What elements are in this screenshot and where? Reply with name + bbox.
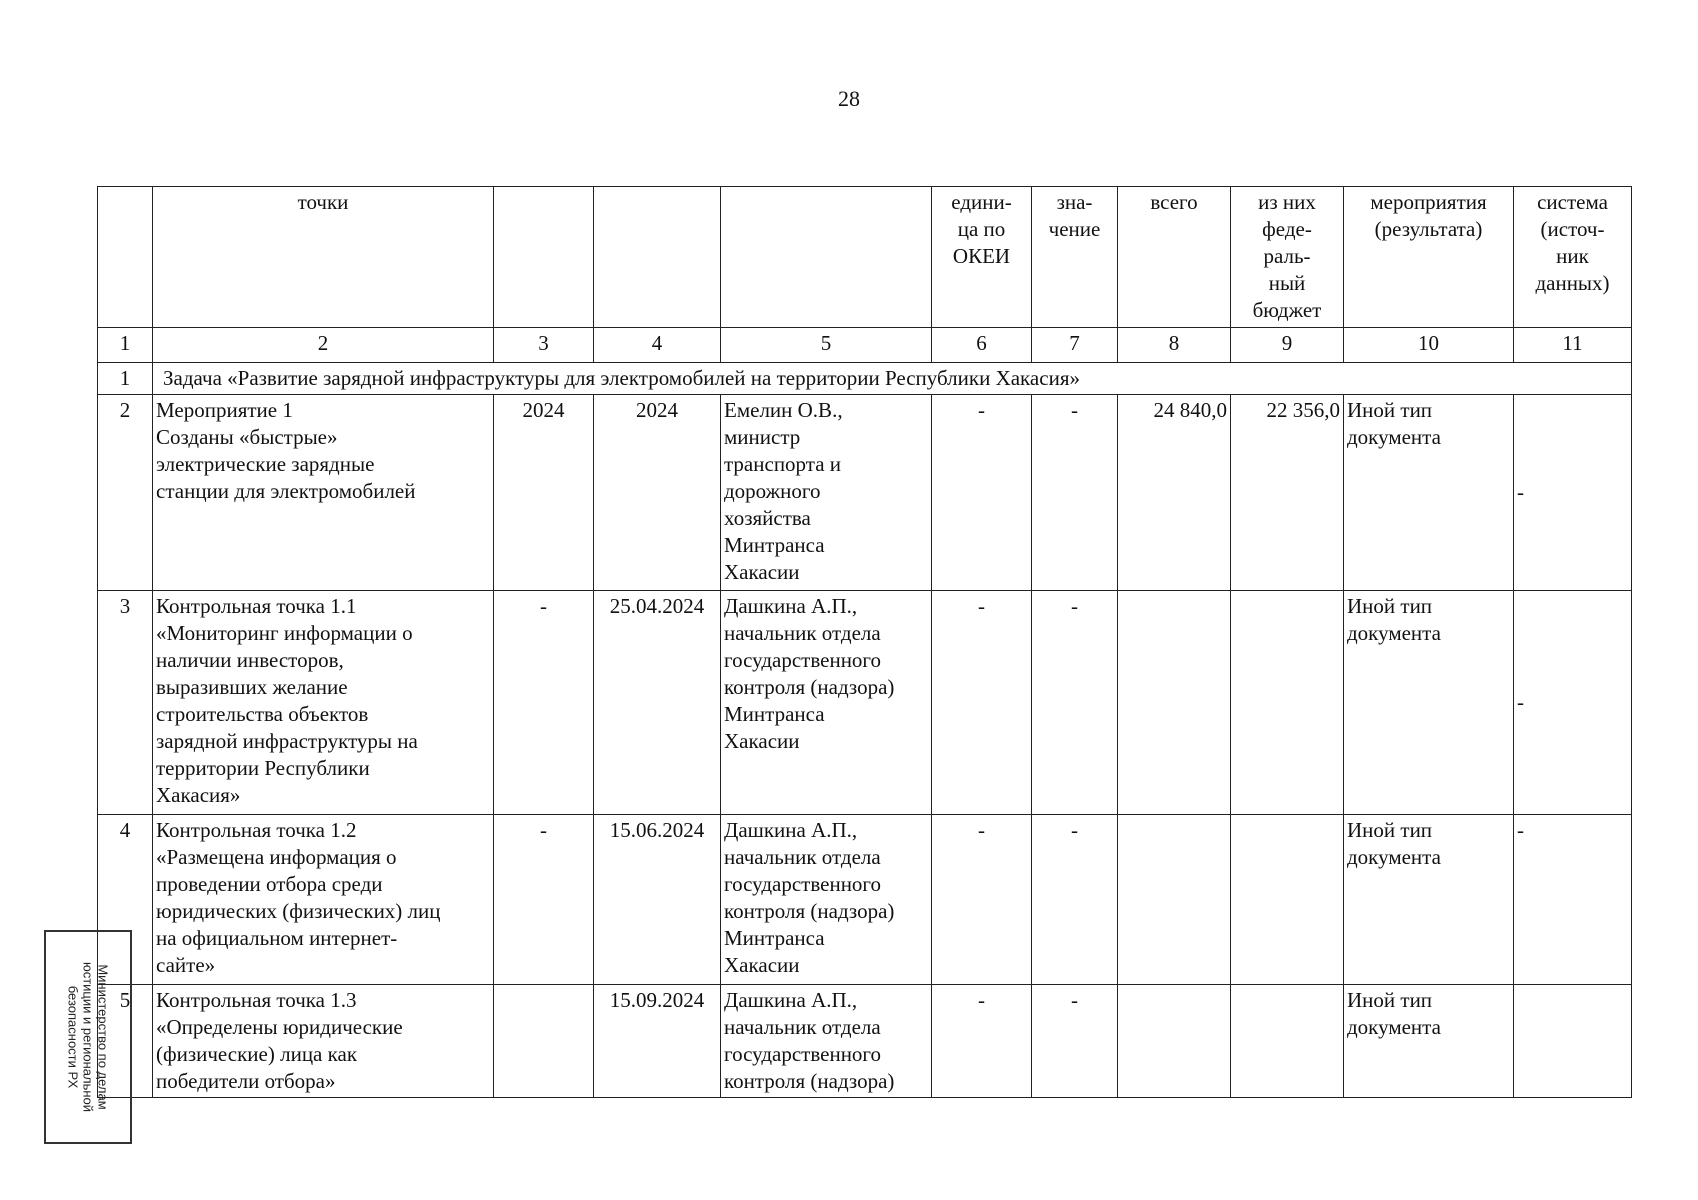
start-date: -	[494, 591, 594, 815]
system-value: -	[1517, 480, 1524, 504]
document-type: Иной тип документа	[1344, 591, 1514, 815]
table-row	[98, 815, 1632, 985]
col-number: 6	[932, 328, 1032, 363]
header-cell-9: из них феде- раль- ный бюджет	[1231, 187, 1344, 328]
end-date: 15.09.2024	[594, 985, 721, 1098]
unit: -	[932, 395, 1032, 591]
task-title: Задача «Развитие зарядной инфраструктуры для электромобилей на территории Республики Хакасия»	[153, 363, 1632, 395]
table-row	[98, 395, 1632, 591]
col-number: 8	[1118, 328, 1231, 363]
responsible: Дашкина А.П., начальник отдела государственного контроля (надзора) Минтранса Хакасии	[721, 815, 932, 985]
end-date: 15.06.2024	[594, 815, 721, 985]
registration-stamp	[44, 930, 132, 1144]
federal-amount: 22 356,0	[1231, 395, 1344, 591]
unit: -	[932, 985, 1032, 1098]
header-cell-11: система (источ- ник данных)	[1514, 187, 1632, 328]
information-system	[1514, 815, 1632, 985]
event-name: Контрольная точка 1.2 «Размещена информация о проведении отбора среди юридических (физических) лиц на официальном интернет- сайте»	[153, 815, 494, 985]
document-type: Иной тип документа	[1344, 815, 1514, 985]
start-date	[494, 985, 594, 1098]
event-name: Мероприятие 1 Созданы «быстрые» электрические зарядные станции для электромобилей	[153, 395, 494, 591]
system-value: -	[1517, 690, 1524, 714]
federal-amount	[1231, 815, 1344, 985]
task-row	[98, 363, 1632, 395]
unit: -	[932, 815, 1032, 985]
event-name: Контрольная точка 1.1 «Мониторинг информации о наличии инвесторов, выразивших желание строительства объектов зарядной инфраструктуры на территории Республики Хакасия»	[153, 591, 494, 815]
information-system	[1514, 591, 1632, 815]
federal-amount	[1231, 591, 1344, 815]
events-table	[97, 186, 1632, 1098]
document-type: Иной тип документа	[1344, 985, 1514, 1098]
col-number: 3	[494, 328, 594, 363]
document-type: Иной тип документа	[1344, 395, 1514, 591]
total-amount	[1118, 985, 1231, 1098]
column-numbers-row	[98, 328, 1632, 363]
stamp-text: Министерство по делам юстиции и региональной безопасности РХ	[65, 961, 111, 1113]
value: -	[1032, 591, 1118, 815]
system-value: -	[1517, 818, 1524, 842]
header-cell-1	[98, 187, 153, 328]
col-number: 10	[1344, 328, 1514, 363]
information-system	[1514, 985, 1632, 1098]
row-number: 4	[98, 815, 153, 985]
responsible: Дашкина А.П., начальник отдела государственного контроля (надзора) Минтранса Хакасии	[721, 591, 932, 815]
row-number: 2	[98, 395, 153, 591]
start-date: 2024	[494, 395, 594, 591]
total-amount	[1118, 815, 1231, 985]
page-number: 28	[838, 86, 860, 111]
row-number: 3	[98, 591, 153, 815]
col-number: 11	[1514, 328, 1632, 363]
total-amount: 24 840,0	[1118, 395, 1231, 591]
end-date: 25.04.2024	[594, 591, 721, 815]
responsible: Емелин О.В., министр транспорта и дорожного хозяйства Минтранса Хакасии	[721, 395, 932, 591]
col-number: 7	[1032, 328, 1118, 363]
row-number: 5	[98, 985, 153, 1098]
responsible: Дашкина А.П., начальник отдела государственного контроля (надзора)	[721, 985, 932, 1098]
header-cell-2: точки	[153, 187, 494, 328]
col-number: 9	[1231, 328, 1344, 363]
information-system	[1514, 395, 1632, 591]
federal-amount	[1231, 985, 1344, 1098]
col-number: 5	[721, 328, 932, 363]
col-number: 4	[594, 328, 721, 363]
end-date: 2024	[594, 395, 721, 591]
value: -	[1032, 985, 1118, 1098]
header-cell-7: зна- чение	[1032, 187, 1118, 328]
value: -	[1032, 815, 1118, 985]
unit: -	[932, 591, 1032, 815]
task-number: 1	[98, 363, 153, 395]
total-amount	[1118, 591, 1231, 815]
header-row	[98, 187, 1632, 328]
event-name: Контрольная точка 1.3 «Определены юридические (физические) лица как победители отбора»	[153, 985, 494, 1098]
header-cell-5	[721, 187, 932, 328]
value: -	[1032, 395, 1118, 591]
header-cell-10: мероприятия (результата)	[1344, 187, 1514, 328]
header-cell-3	[494, 187, 594, 328]
col-number: 2	[153, 328, 494, 363]
col-number: 1	[98, 328, 153, 363]
start-date: -	[494, 815, 594, 985]
table-row	[98, 985, 1632, 1098]
table-row	[98, 591, 1632, 815]
header-cell-4	[594, 187, 721, 328]
header-cell-6: едини- ца по ОКЕИ	[932, 187, 1032, 328]
header-cell-8: всего	[1118, 187, 1231, 328]
